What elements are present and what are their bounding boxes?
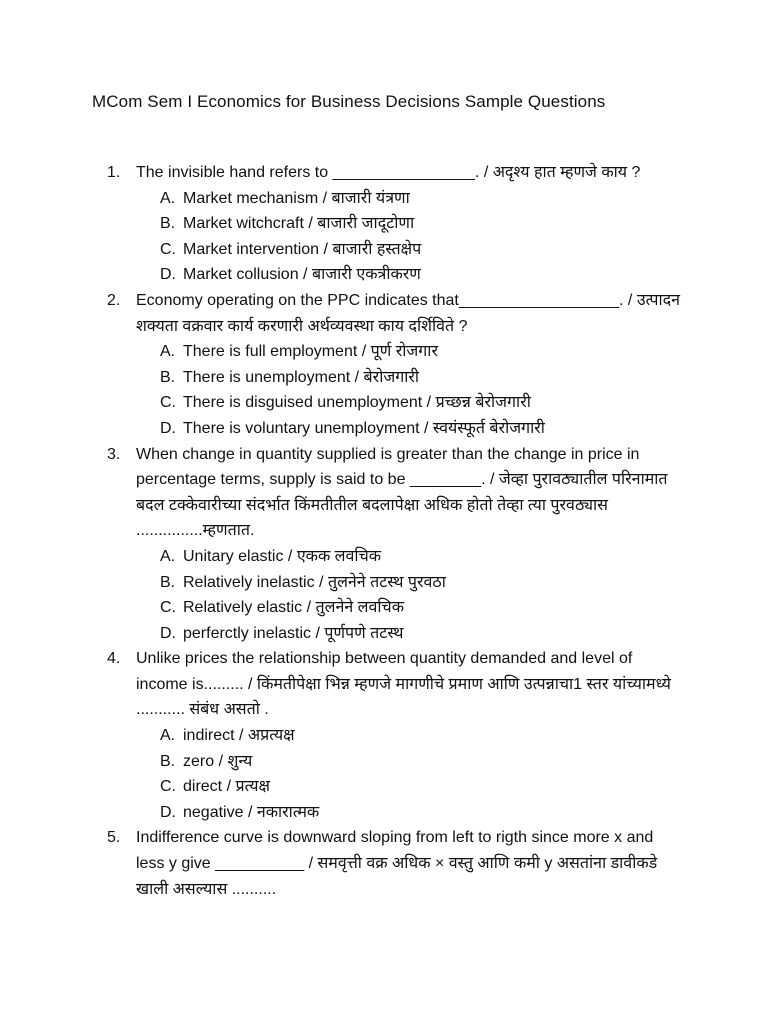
- option-text: Unitary elastic / एकक लवचिक: [183, 547, 382, 565]
- question-text: Indifference curve is downward sloping from left to rigth since more x and less y give __________ / समवृत्ती वक्र अधिक × वस्तु आणि कमी y असतांना डावीकडे खाली असल्यास ..........: [136, 829, 658, 898]
- question-body: [136, 288, 682, 442]
- question-number: 2.: [107, 291, 121, 309]
- option-text: perferctly inelastic / पूर्णपणे तटस्थ: [183, 624, 404, 642]
- option-text: negative / नकारात्मक: [183, 803, 320, 821]
- option-text: direct / प्रत्यक्ष: [183, 778, 270, 796]
- question-3: [107, 442, 682, 647]
- option-letter: C.: [160, 599, 176, 617]
- question-text: Unlike prices the relationship between quantity demanded and level of income is......... / किंमतीपेक्षा भिन्न म्हणजे मागणीचे प्रमाण आणि उत्पन्नाचा1 स्तर यांच्यामध्ये ........... संबंध असतो .: [136, 650, 671, 719]
- option-b: [160, 365, 682, 391]
- question-number: 1.: [107, 164, 121, 181]
- question-4: [107, 646, 682, 825]
- option-list: [136, 723, 682, 825]
- option-text: There is unemployment / बेरोजगारी: [183, 368, 420, 386]
- question-1: [107, 160, 682, 288]
- option-a: [160, 186, 682, 212]
- question-5: [107, 825, 682, 902]
- option-c: [160, 390, 682, 416]
- option-letter: C.: [160, 778, 176, 796]
- option-text: Market witchcraft / बाजारी जादूटोणा: [183, 215, 415, 233]
- option-text: There is voluntary unemployment / स्वयंस्फूर्त बेरोजगारी: [183, 419, 545, 437]
- option-letter: B.: [160, 215, 176, 233]
- option-c: [160, 774, 682, 800]
- option-c: [160, 595, 682, 621]
- option-letter: D.: [160, 266, 176, 284]
- question-text: The invisible hand refers to ________________. / अदृश्य हात म्हणजे काय ?: [136, 164, 641, 181]
- option-letter: B.: [160, 368, 176, 386]
- option-text: There is disguised unemployment / प्रच्छन्न बेरोजगारी: [183, 394, 531, 412]
- option-text: indirect / अप्रत्यक्ष: [183, 727, 295, 745]
- option-list: [136, 544, 682, 646]
- option-letter: B.: [160, 573, 176, 591]
- option-d: [160, 262, 682, 288]
- question-body: [136, 160, 682, 288]
- document-title: MCom Sem I Economics for Business Decisions Sample Questions: [92, 92, 606, 111]
- option-letter: A.: [160, 343, 176, 361]
- option-a: [160, 339, 682, 365]
- option-b: [160, 749, 682, 775]
- option-text: Relatively inelastic / तुलनेने तटस्थ पुरवठा: [183, 573, 446, 591]
- option-a: [160, 723, 682, 749]
- question-number: 3.: [107, 445, 121, 463]
- question-text: Economy operating on the PPC indicates that__________________. / उत्पादन शक्यता वक्रवार कार्य करणारी अर्थव्यवस्था काय दर्शिविते ?: [136, 291, 681, 335]
- option-letter: A.: [160, 727, 176, 745]
- question-number: 4.: [107, 650, 121, 668]
- option-text: Relatively elastic / तुलनेने लवचिक: [183, 599, 405, 617]
- option-letter: B.: [160, 752, 176, 770]
- option-text: zero / शुन्य: [183, 752, 253, 770]
- question-body: [136, 825, 682, 902]
- option-d: [160, 621, 682, 647]
- option-d: [160, 800, 682, 826]
- question-number: 5.: [107, 829, 121, 847]
- option-b: [160, 570, 682, 596]
- option-letter: A.: [160, 547, 176, 565]
- option-text: Market mechanism / बाजारी यंत्रणा: [183, 189, 410, 207]
- option-letter: D.: [160, 803, 176, 821]
- option-text: There is full employment / पूर्ण रोजगार: [183, 343, 438, 361]
- question-2: [107, 288, 682, 442]
- option-a: [160, 544, 682, 570]
- question-body: [136, 646, 682, 825]
- option-letter: C.: [160, 394, 176, 412]
- option-letter: D.: [160, 419, 176, 437]
- question-list: [107, 160, 682, 902]
- option-text: Market intervention / बाजारी हस्तक्षेप: [183, 240, 422, 258]
- question-text: When change in quantity supplied is greater than the change in price in percentage terms, supply is said to be ________. / जेव्हा पुरावठ्यातील परिनामात बदल टक्केवारीच्या संदर्भात किंमतीतील बदलापेक्षा अधिक होतो तेव्हा त्या पुरवठ्यास ...............म्हणतात.: [136, 445, 668, 540]
- option-letter: A.: [160, 189, 176, 207]
- option-letter: D.: [160, 624, 176, 642]
- option-letter: C.: [160, 240, 176, 258]
- option-list: [136, 186, 682, 288]
- question-body: [136, 442, 682, 647]
- option-d: [160, 416, 682, 442]
- option-text: Market collusion / बाजारी एकत्रीकरण: [183, 266, 421, 284]
- option-b: [160, 211, 682, 237]
- option-list: [136, 339, 682, 441]
- option-c: [160, 237, 682, 263]
